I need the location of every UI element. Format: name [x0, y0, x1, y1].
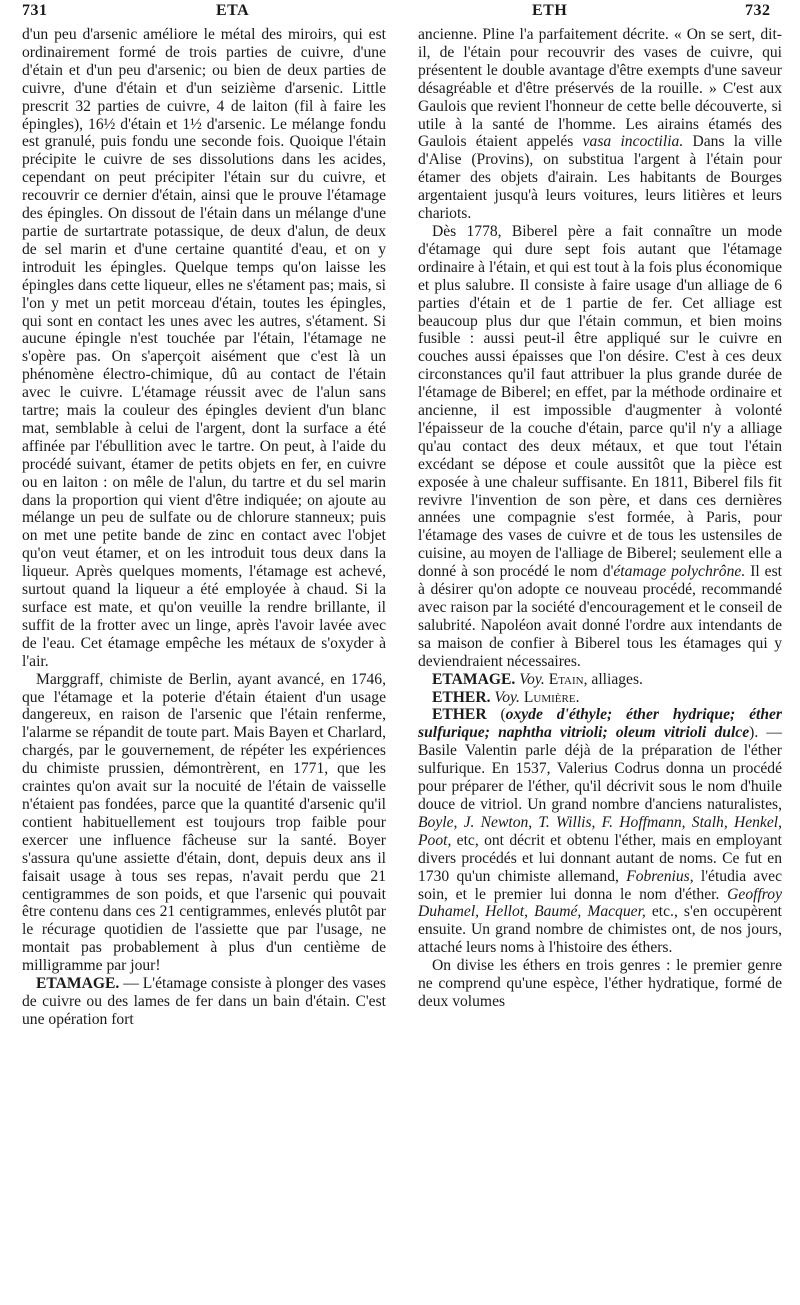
page-header [0, 0, 800, 22]
voy-marker: Voy. [490, 688, 524, 706]
entry-headword: ETHER. [432, 688, 491, 706]
right-column [418, 26, 782, 1011]
page-number-right: 732 [745, 2, 771, 19]
text-run: , alliages. [583, 670, 643, 688]
text-run: l'étudia avec soin, et le premier lui donna le nom d'éther. [418, 867, 782, 903]
text-run: Dès 1778, Biberel père a fait connaître un mode d'étamage qui dure sept fois autant que l'étamage ordinaire à l'étain, et qui est tout à la fois plus économique et plus salubre. Il consiste à faire usage d'un alliage de 6 parties d'étain et de 1 partie de fer. Cet alliage est beaucoup plus dur que l'étain commun, et bien moins fusible : aussi peut-il être appliqué sur le cuivre en couches aussi épaisses que l'on désire. C'est à ces deux circonstances qu'il faut attribuer la plus grande durée de l'étamage de Biberel; en effet, par la méthode ordinaire et ancienne, il est impossible d'augmenter à volonté l'épaisseur de la couche d'étain, parce qu'il n'y a alliage qu'au contact des deux métaux, et que tout l'étain excédant se dépose et coule aussitôt que la pièce est exposée à une chaleur suffisante. En 1811, Biberel fils fit revivre l'invention de son père, et dans ces dernières années une compagnie s'est formée, à Paris, pour l'étamage des vases de cuivre et de tous les ustensiles de cuisine, au moyen de l'alliage de Biberel; seulement elle a donné à son procédé le nom d' [418, 222, 782, 581]
entry-headword: ETAMAGE. [36, 975, 120, 993]
names: Geoffroy Duhamel, Hellot, Baumé, Macquer, [418, 885, 782, 921]
text-run: etc., s'en occupèrent ensuite. Un grand nombre de chimistes ont, de nos jours, attaché leurs noms à l'histoire des éthers. [418, 903, 782, 957]
names: Boyle, J. Newton, T. Willis, F. Hoffmann, Stalh, Henkel, Poot, [418, 813, 782, 849]
entry-headword: ETHER [432, 706, 487, 724]
name: Fobrenius, [626, 867, 694, 885]
text-run: etc, ont décrit et obtenu l'éther, mais en employant divers procédés et lui donnant autant de noms. Ce fut en 1730 qu'un chimiste allemand, [418, 831, 782, 885]
entry-text: — L'étamage consiste à plonger des vases de cuivre ou des lames de fer dans un bain d'étain. C'est une opération fort [22, 975, 386, 1028]
paragraph [418, 26, 782, 223]
voy-marker: Voy. [515, 670, 549, 688]
text-run: ( [486, 706, 506, 724]
text-run: Dans la ville d'Alise (Provins), on substitua l'argent à l'étain pour étamer des objets d'airain. Les habitants de Bourges argentaient jusqu'à leurs voitures, leurs litières et leurs chariots. [418, 133, 783, 223]
text-run: ancienne. Pline l'a parfaitement décrite. « On se sert, dit-il, de l'étain pour recouvrir des vases de cuivre, qui présentent le double avantage d'être exempts d'une saveur désagréable et d'être préservés de la rouille. » C'est aux Gaulois que revient l'honneur de cette belle découverte, si utile à la santé de l'homme. Les airains étamés des Gaulois étaient appelés [418, 26, 782, 151]
entry-ether [418, 706, 782, 957]
text-run: Il est à désirer qu'on adopte ce nouveau procédé, recommandé avec raison par la société d'encouragement et le conseil de salubrité. Napoléon avait donné l'ordre aux intendants de sa maison de confier à Biberel tous les étamages qui y deviendraient nécessaires. [418, 563, 783, 670]
entry-etamage-ref [418, 671, 782, 689]
text-run: ). — Basile Valentin parle déjà de la préparation de l'éther sulfurique. En 1537, Valerius Codrus donna un procédé pour préparer de l'éther, qu'il décrivit sous le nom d'huile douce de vitriol. Un grand nombre d'anciens naturalistes, [418, 724, 782, 813]
running-head-right: ETH [532, 2, 568, 19]
italic-term: étamage polychrône. [613, 563, 746, 581]
cross-reference-link[interactable]: Lumière [523, 688, 576, 706]
entry-headword: ETAMAGE. [432, 670, 516, 688]
cross-reference-link[interactable]: Etain [548, 670, 584, 688]
entry-etamage [22, 975, 386, 1029]
synonyms: oxyde d'éthyle; éther hydrique; éther sulfurique; naphtha vitrioli; oleum vitrioli dulce [418, 706, 782, 742]
left-column [22, 26, 386, 1029]
paragraph: On divise les éthers en trois genres : le premier genre ne comprend qu'une espèce, l'éther hydratique, formé de deux volumes [418, 957, 782, 1010]
entry-ether-ref [418, 689, 782, 707]
paragraph: Marggraff, chimiste de Berlin, ayant avancé, en 1746, que l'étamage et la poterie d'étain étaient d'un usage dangereux, en raison de l'arsenic que l'étain renferme, l'alarme se répandit de toute part. Mais Bayen et Charlard, chargés, par le gouvernement, de répéter les expériences du chimiste prussien, démontrèrent, en 1771, que les craintes qu'on avait sur la nocuité de l'étain de vaisselle n'étaient pas fondées, parce que la quantité d'arsenic qu'il contient habituellement est toujours trop faible pour exercer une influence fâcheuse sur la santé. Boyer s'assura qu'une assiette d'étain, dont, depuis deux ans il faisait usage à tous ses repas, n'avait perdu que 21 centigrammes de son poids, et que l'arsenic qui pouvait être contenu dans ces 21 centigrammes, enlevés plutôt par le récurage quotidien de l'assiette que par l'usage, ne montait pas probablement à plus d'un centième de milligramme par jour! [22, 670, 386, 975]
paragraph: d'un peu d'arsenic améliore le métal des miroirs, qui est ordinairement formé de trois parties de cuivre, d'une d'étain et d'un peu d'arsenic; ou bien de deux parties de cuivre, d'une d'étain et d'un seizième d'arsenic. Little prescrit 32 parties de cuivre, 4 de laiton (fil à faire les épingles), 16½ d'étain et 1½ d'arsenic. Le mélange fondu est granulé, puis fondu une seconde fois. Quoique l'étain précipite le cuivre de ses dissolutions dans les acides, cependant on peut précipiter l'étain sur du cuivre, et recouvrir ce dernier d'étain, ainsi que le prouve l'étamage des épingles. On dissout de l'étain dans un mélange d'une partie de surtartrate potassique, de deux d'alun, de deux de sel marin et d'une certaine quantité d'eau, et on y introduit les épingles. Quelque temps qu'on laisse les épingles dans cette liqueur, elles ne s'étament pas; mais, si l'on y met un petit morceau d'étain, toutes les épingles, qui sont en contact les unes avec les autres, s'étament. Si aucune épingle n'est touchée par l'étain, l'étamage ne s'opère pas. On s'aperçoit aisément que c'est là un phénomène électro-chimique, dû au contact de l'étain avec le cuivre. L'étamage réussit avec de l'alun sans tartre; mais la couleur des épingles devient d'un blanc mat, semblable à celui de l'argent, dont la surface a été affinée par l'ébullition avec le tartre. On peut, à l'aide du procédé suivant, étamer de petits objets en fer, en cuivre ou en laiton : on mêle de l'alun, du tartre et du sel marin dans la proportion qui vient d'être indiquée; on ajoute au mélange un peu de sulfate ou de chlorure stanneux; puis on met une petite bande de zinc en contact avec l'objet qu'on veut étamer, et on les introduit tous deux dans la liqueur. Après quelques moments, l'étamage est achevé, surtout quand la liqueur a été employée à chaud. Si la surface est mate, et qu'on veuille la rendre brillante, il suffit de la frotter avec un linge, après l'avoir lavée avec de l'eau. Cet étamage empêche les métaux de s'oxyder à l'air. [22, 26, 386, 670]
running-head-left: ETA [216, 2, 250, 19]
paragraph [418, 223, 782, 671]
italic-term: vasa incoctilia. [582, 133, 684, 151]
text-run: . [575, 688, 580, 706]
page-number-left: 731 [22, 2, 48, 19]
